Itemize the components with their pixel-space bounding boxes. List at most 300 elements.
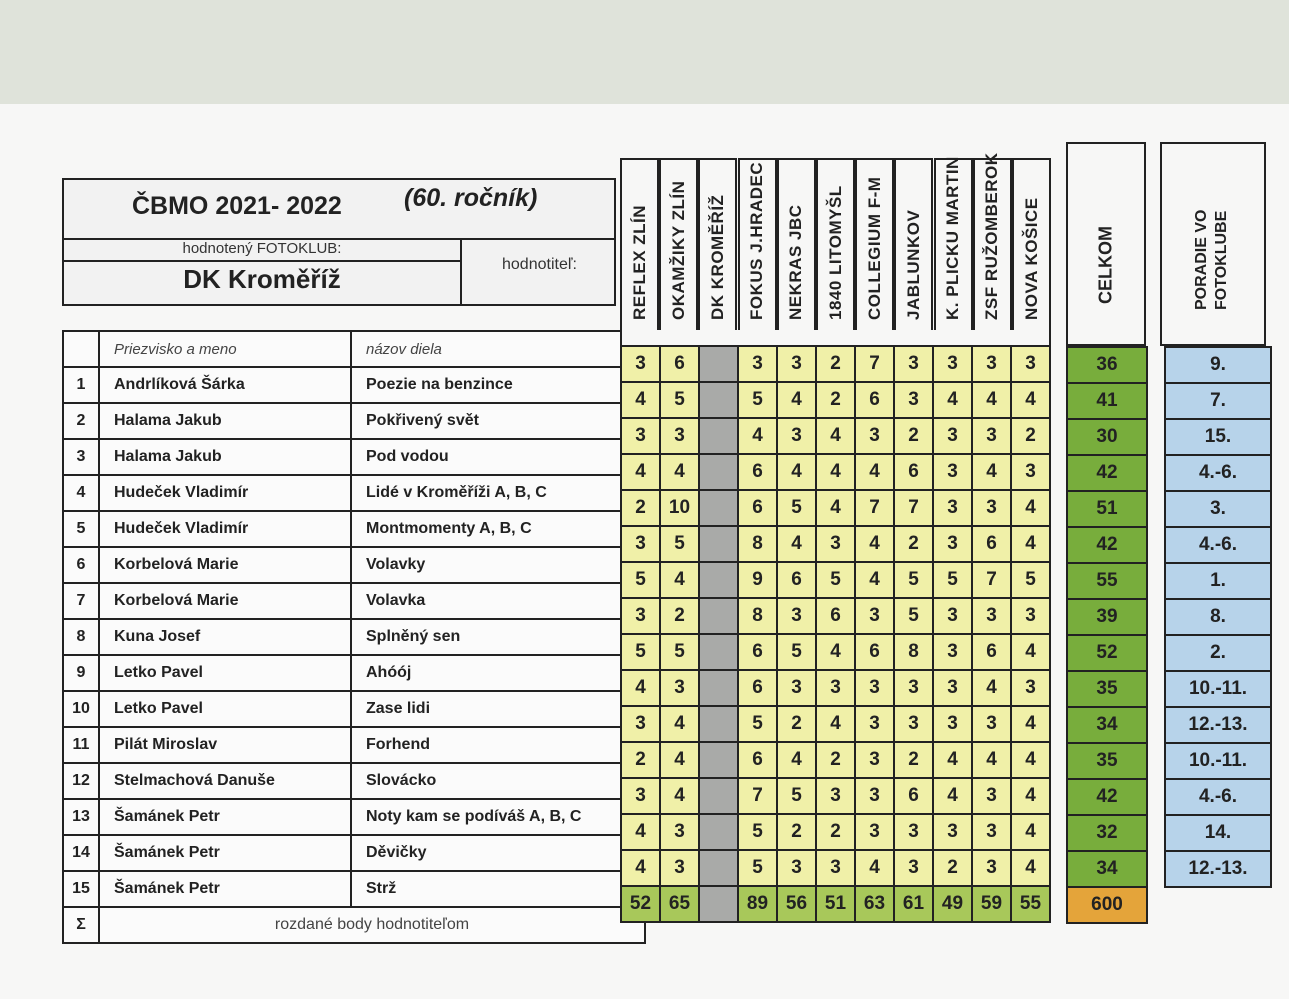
- score-cell: 3: [972, 490, 1011, 526]
- score-cell: [699, 742, 738, 778]
- rank-row: [1165, 779, 1271, 815]
- score-cell: 5: [777, 490, 816, 526]
- score-cell: 3: [855, 814, 894, 850]
- score-cell: 4: [972, 742, 1011, 778]
- score-cell: 5: [738, 850, 777, 886]
- score-cell: 3: [894, 814, 933, 850]
- judge-name: ZSF RUŽOMBEROK: [982, 152, 1002, 320]
- rank-row: [1165, 815, 1271, 851]
- score-cell: 5: [660, 526, 699, 562]
- sum-score-row: [621, 886, 1050, 922]
- total-cell: 34: [1067, 851, 1147, 887]
- score-cell: 6: [855, 382, 894, 418]
- rank-cell: 1.: [1165, 563, 1271, 599]
- judge-name: COLLEGIUM F-M: [864, 176, 884, 320]
- score-cell: 5: [621, 634, 660, 670]
- scores-table: [620, 330, 1051, 923]
- sum-score-cell: [699, 886, 738, 922]
- score-cell: 2: [1011, 418, 1050, 454]
- entry-row: [63, 511, 645, 547]
- total-row: [1067, 491, 1147, 527]
- score-row: [621, 490, 1050, 526]
- rank-row: [1165, 743, 1271, 779]
- total-row: [1067, 383, 1147, 419]
- score-cell: 4: [1011, 490, 1050, 526]
- judge-header-10: [1012, 158, 1051, 330]
- score-cell: 3: [972, 418, 1011, 454]
- score-cell: [699, 598, 738, 634]
- rank-table: [1164, 346, 1272, 888]
- total-cell: 51: [1067, 491, 1147, 527]
- score-cell: 6: [738, 634, 777, 670]
- judge-header-1: [659, 158, 698, 330]
- total-row: [1067, 779, 1147, 815]
- score-cell: 4: [816, 418, 855, 454]
- score-cell: 4: [1011, 634, 1050, 670]
- judge-name: K. PLICKU MARTIN: [943, 156, 963, 320]
- score-cell: [699, 382, 738, 418]
- score-cell: 4: [777, 742, 816, 778]
- score-cell: 4: [621, 850, 660, 886]
- sum-score-cell: 65: [660, 886, 699, 922]
- score-cell: 2: [777, 814, 816, 850]
- score-row: [621, 562, 1050, 598]
- total-cell: 34: [1067, 707, 1147, 743]
- score-cell: 2: [777, 706, 816, 742]
- score-cell: 4: [855, 454, 894, 490]
- score-cell: 4: [1011, 778, 1050, 814]
- score-cell: 6: [972, 526, 1011, 562]
- header-box: [62, 178, 616, 306]
- score-cell: 3: [972, 706, 1011, 742]
- score-cell: 6: [816, 598, 855, 634]
- rank-cell: 4.-6.: [1165, 455, 1271, 491]
- entry-row: [63, 655, 645, 691]
- rank-cell: 14.: [1165, 815, 1271, 851]
- rank-header-line2: FOTOKLUBE: [1213, 210, 1230, 310]
- score-cell: 4: [621, 670, 660, 706]
- sum-score-cell: 63: [855, 886, 894, 922]
- score-cell: 4: [972, 382, 1011, 418]
- entry-number: 1: [63, 367, 99, 403]
- club-box: [64, 238, 462, 304]
- rank-row: [1165, 671, 1271, 707]
- rank-cell: 9.: [1165, 347, 1271, 383]
- sum-score-cell: 51: [816, 886, 855, 922]
- score-cell: 3: [972, 346, 1011, 382]
- score-cell: 3: [894, 346, 933, 382]
- score-cell: [699, 454, 738, 490]
- work-title: Pokřivený svět: [351, 403, 645, 439]
- entry-row: [63, 439, 645, 475]
- judge-name: NEKRAS JBC: [786, 204, 806, 320]
- total-cell: 30: [1067, 419, 1147, 455]
- score-cell: 4: [1011, 850, 1050, 886]
- total-cell: 36: [1067, 347, 1147, 383]
- entry-number: 14: [63, 835, 99, 871]
- rank-row: [1165, 419, 1271, 455]
- judge-name: OKAMŽIKY ZLÍN: [668, 180, 688, 320]
- score-cell: 7: [855, 346, 894, 382]
- author-name: Halama Jakub: [99, 439, 351, 475]
- score-cell: 4: [777, 382, 816, 418]
- score-cell: 4: [816, 454, 855, 490]
- score-cell: 4: [933, 382, 972, 418]
- score-cell: 3: [660, 850, 699, 886]
- score-cell: 4: [933, 742, 972, 778]
- rank-cell: 8.: [1165, 599, 1271, 635]
- work-title: Montmomenty A, B, C: [351, 511, 645, 547]
- score-row: [621, 382, 1050, 418]
- total-cell: 52: [1067, 635, 1147, 671]
- sum-score-cell: 55: [1011, 886, 1050, 922]
- score-row: [621, 418, 1050, 454]
- score-cell: 2: [660, 598, 699, 634]
- total-cell: 32: [1067, 815, 1147, 851]
- score-cell: 3: [816, 850, 855, 886]
- sum-score-cell: 52: [621, 886, 660, 922]
- score-cell: 7: [972, 562, 1011, 598]
- judge-name: NOVA KOŠICE: [1021, 197, 1041, 320]
- scores-header-spacer: [621, 330, 1050, 346]
- judge-header-8: [934, 158, 973, 330]
- score-cell: 3: [933, 634, 972, 670]
- judge-header-0: [620, 158, 659, 330]
- score-cell: 3: [933, 526, 972, 562]
- entry-number: 6: [63, 547, 99, 583]
- score-cell: 4: [1011, 706, 1050, 742]
- score-cell: 2: [816, 382, 855, 418]
- total-header: [1066, 142, 1146, 346]
- rank-row: [1165, 563, 1271, 599]
- entry-row: [63, 691, 645, 727]
- score-cell: 5: [777, 634, 816, 670]
- work-title: Ahóój: [351, 655, 645, 691]
- sum-score-cell: 61: [894, 886, 933, 922]
- rank-cell: 12.-13.: [1165, 851, 1271, 887]
- score-cell: 3: [855, 778, 894, 814]
- score-cell: 3: [777, 598, 816, 634]
- total-row: [1067, 635, 1147, 671]
- score-cell: 5: [894, 598, 933, 634]
- sum-score-cell: 89: [738, 886, 777, 922]
- judge-header-4: [777, 158, 816, 330]
- score-row: [621, 454, 1050, 490]
- entry-number: 11: [63, 727, 99, 763]
- competition-title: ČBMO 2021- 2022: [132, 192, 342, 220]
- score-cell: 4: [1011, 742, 1050, 778]
- score-cell: [699, 562, 738, 598]
- total-cell: 55: [1067, 563, 1147, 599]
- work-title: Volavka: [351, 583, 645, 619]
- score-cell: [699, 346, 738, 382]
- author-name: Stelmachová Danuše: [99, 763, 351, 799]
- score-cell: 5: [777, 778, 816, 814]
- score-cell: 3: [972, 814, 1011, 850]
- total-cell: 42: [1067, 455, 1147, 491]
- score-cell: 3: [816, 526, 855, 562]
- score-cell: 3: [660, 670, 699, 706]
- club-label: hodnotený FOTOKLUB:: [64, 238, 460, 262]
- score-cell: 6: [894, 454, 933, 490]
- author-name: Hudeček Vladimír: [99, 511, 351, 547]
- score-cell: 3: [855, 418, 894, 454]
- score-cell: 3: [1011, 670, 1050, 706]
- work-title: Forhend: [351, 727, 645, 763]
- author-name: Korbelová Marie: [99, 583, 351, 619]
- score-cell: 3: [894, 706, 933, 742]
- score-cell: 3: [855, 742, 894, 778]
- rank-row: [1165, 599, 1271, 635]
- work-column-header: názov diela: [351, 331, 645, 367]
- rank-row: [1165, 347, 1271, 383]
- entry-number: 10: [63, 691, 99, 727]
- spacer-cell: [621, 330, 1050, 346]
- score-cell: 2: [816, 814, 855, 850]
- score-row: [621, 778, 1050, 814]
- score-cell: 4: [738, 418, 777, 454]
- total-row: [1067, 347, 1147, 383]
- score-cell: 4: [660, 706, 699, 742]
- sum-score-cell: 56: [777, 886, 816, 922]
- total-row: [1067, 527, 1147, 563]
- score-row: [621, 850, 1050, 886]
- score-cell: [699, 850, 738, 886]
- score-cell: 4: [855, 562, 894, 598]
- entry-number: 7: [63, 583, 99, 619]
- entries-table: [62, 330, 646, 944]
- score-cell: 3: [894, 850, 933, 886]
- score-cell: 3: [933, 670, 972, 706]
- author-name: Šamánek Petr: [99, 871, 351, 907]
- rank-row: [1165, 491, 1271, 527]
- number-header: [63, 331, 99, 367]
- score-cell: 5: [621, 562, 660, 598]
- entry-row: [63, 835, 645, 871]
- judge-name: JABLUNKOV: [903, 209, 923, 320]
- judge-name: 1840 LITOMYŠL: [825, 185, 845, 320]
- score-cell: 3: [1011, 598, 1050, 634]
- work-title: Splněný sen: [351, 619, 645, 655]
- work-title: Zase lidi: [351, 691, 645, 727]
- entry-row: [63, 763, 645, 799]
- score-cell: 3: [933, 706, 972, 742]
- score-cell: 4: [816, 634, 855, 670]
- entry-number: 5: [63, 511, 99, 547]
- score-cell: 3: [972, 778, 1011, 814]
- score-cell: 2: [621, 490, 660, 526]
- score-cell: 4: [660, 742, 699, 778]
- score-cell: 5: [738, 382, 777, 418]
- entry-row: [63, 619, 645, 655]
- entry-number: 9: [63, 655, 99, 691]
- author-name: Hudeček Vladimír: [99, 475, 351, 511]
- score-cell: 3: [933, 598, 972, 634]
- total-row: [1067, 815, 1147, 851]
- author-name: Šamánek Petr: [99, 799, 351, 835]
- score-cell: 3: [816, 670, 855, 706]
- score-cell: 3: [894, 670, 933, 706]
- score-cell: [699, 526, 738, 562]
- edition-label: (60. ročník): [404, 184, 538, 212]
- score-cell: 3: [738, 346, 777, 382]
- score-cell: 7: [738, 778, 777, 814]
- score-cell: 4: [621, 814, 660, 850]
- score-cell: 4: [1011, 814, 1050, 850]
- score-cell: 5: [738, 706, 777, 742]
- score-cell: 3: [816, 778, 855, 814]
- score-cell: 4: [621, 454, 660, 490]
- score-cell: [699, 814, 738, 850]
- total-table: [1066, 346, 1148, 924]
- score-cell: [699, 706, 738, 742]
- total-cell: 39: [1067, 599, 1147, 635]
- judge-header-3: [738, 158, 777, 330]
- judge-name: FOKUS J.HRADEC: [747, 161, 767, 320]
- score-cell: 5: [660, 382, 699, 418]
- score-row: [621, 670, 1050, 706]
- rank-cell: 15.: [1165, 419, 1271, 455]
- entry-row: [63, 547, 645, 583]
- rank-header: [1160, 142, 1266, 346]
- sum-symbol: Σ: [63, 907, 99, 943]
- sum-score-cell: 59: [972, 886, 1011, 922]
- score-cell: 10: [660, 490, 699, 526]
- score-cell: 2: [816, 346, 855, 382]
- entry-row: [63, 475, 645, 511]
- score-cell: 6: [777, 562, 816, 598]
- score-cell: 3: [933, 814, 972, 850]
- rank-cell: 4.-6.: [1165, 527, 1271, 563]
- evaluator-label: hodnotiteľ:: [502, 256, 577, 273]
- total-cell: 42: [1067, 527, 1147, 563]
- work-title: Slovácko: [351, 763, 645, 799]
- author-name: Kuna Josef: [99, 619, 351, 655]
- score-cell: 3: [855, 598, 894, 634]
- entry-number: 13: [63, 799, 99, 835]
- score-cell: 3: [933, 490, 972, 526]
- score-cell: 3: [777, 418, 816, 454]
- sum-row: [63, 907, 645, 943]
- score-cell: 3: [855, 670, 894, 706]
- club-name: DK Kroměříž: [183, 264, 341, 294]
- total-row: [1067, 671, 1147, 707]
- author-name: Korbelová Marie: [99, 547, 351, 583]
- score-cell: 5: [738, 814, 777, 850]
- score-cell: 2: [894, 526, 933, 562]
- score-cell: 3: [1011, 346, 1050, 382]
- score-row: [621, 706, 1050, 742]
- author-name: Pilát Miroslav: [99, 727, 351, 763]
- score-cell: 6: [738, 490, 777, 526]
- author-name: Letko Pavel: [99, 691, 351, 727]
- entry-number: 3: [63, 439, 99, 475]
- score-cell: 3: [894, 382, 933, 418]
- work-title: Strž: [351, 871, 645, 907]
- rank-cell: 12.-13.: [1165, 707, 1271, 743]
- rank-cell: 10.-11.: [1165, 671, 1271, 707]
- score-cell: 2: [933, 850, 972, 886]
- total-row: [1067, 599, 1147, 635]
- rank-row: [1165, 455, 1271, 491]
- rank-cell: 7.: [1165, 383, 1271, 419]
- score-cell: 5: [660, 634, 699, 670]
- rank-row: [1165, 851, 1271, 887]
- entry-number: 12: [63, 763, 99, 799]
- score-cell: 4: [816, 490, 855, 526]
- score-cell: 4: [1011, 526, 1050, 562]
- score-cell: 3: [621, 706, 660, 742]
- score-cell: 4: [660, 562, 699, 598]
- score-cell: 3: [855, 706, 894, 742]
- work-title: Pod vodou: [351, 439, 645, 475]
- judge-header-5: [816, 158, 855, 330]
- score-cell: 3: [777, 346, 816, 382]
- total-cell: 42: [1067, 779, 1147, 815]
- score-cell: 6: [738, 742, 777, 778]
- total-header-label: CELKOM: [1095, 226, 1116, 304]
- author-name: Letko Pavel: [99, 655, 351, 691]
- sum-label: rozdané body hodnotiteľom: [99, 907, 645, 943]
- score-cell: 6: [972, 634, 1011, 670]
- total-row: [1067, 419, 1147, 455]
- score-cell: 3: [933, 418, 972, 454]
- entry-row: [63, 727, 645, 763]
- score-cell: 3: [1011, 454, 1050, 490]
- score-cell: 2: [894, 418, 933, 454]
- score-cell: 5: [816, 562, 855, 598]
- work-title: Noty kam se podíváš A, B, C: [351, 799, 645, 835]
- score-cell: 4: [621, 382, 660, 418]
- work-title: Lidé v Kroměříži A, B, C: [351, 475, 645, 511]
- score-cell: 6: [738, 670, 777, 706]
- rank-cell: 10.-11.: [1165, 743, 1271, 779]
- sum-score-cell: 49: [933, 886, 972, 922]
- work-title: Volavky: [351, 547, 645, 583]
- score-cell: 3: [621, 778, 660, 814]
- score-cell: [699, 778, 738, 814]
- total-row: [1067, 455, 1147, 491]
- score-cell: [699, 670, 738, 706]
- rank-header-line1: PORADIE VO: [1193, 209, 1210, 310]
- judge-header-2: [698, 158, 737, 330]
- score-cell: 2: [621, 742, 660, 778]
- score-cell: 5: [894, 562, 933, 598]
- score-cell: 4: [1011, 382, 1050, 418]
- score-cell: 7: [894, 490, 933, 526]
- total-row: [1067, 851, 1147, 887]
- rank-row: [1165, 383, 1271, 419]
- judge-header-6: [855, 158, 894, 330]
- score-cell: [699, 418, 738, 454]
- score-cell: 4: [933, 778, 972, 814]
- judge-name: REFLEX ZLÍN: [629, 204, 649, 320]
- score-cell: 3: [972, 598, 1011, 634]
- score-cell: 3: [621, 526, 660, 562]
- score-cell: 3: [660, 418, 699, 454]
- entry-number: 8: [63, 619, 99, 655]
- score-cell: 6: [855, 634, 894, 670]
- total-cell: 35: [1067, 671, 1147, 707]
- score-cell: 3: [621, 418, 660, 454]
- total-row: [1067, 563, 1147, 599]
- score-row: [621, 598, 1050, 634]
- judge-header-7: [894, 158, 933, 330]
- rank-row: [1165, 635, 1271, 671]
- score-row: [621, 346, 1050, 382]
- score-cell: 4: [816, 706, 855, 742]
- score-cell: 7: [855, 490, 894, 526]
